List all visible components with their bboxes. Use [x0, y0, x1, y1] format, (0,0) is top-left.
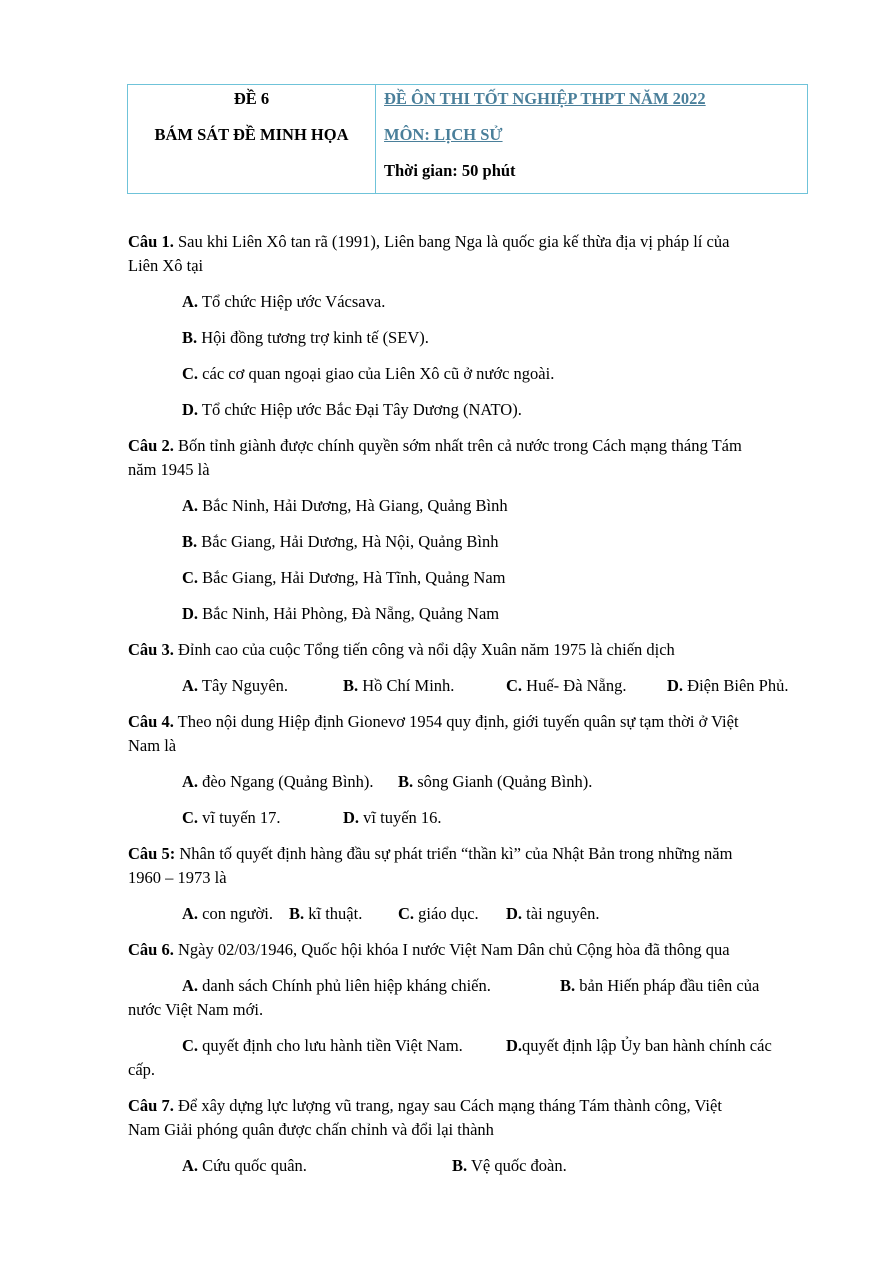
exam-number: ĐỀ 6 — [233, 89, 270, 108]
question-2-label: Câu 2. — [128, 436, 174, 455]
question-1-line-1 — [128, 230, 729, 254]
question-1-text: Sau khi Liên Xô tan rã (1991), Liên bang Nga là quốc gia kế thừa địa vị pháp lí của — [173, 232, 730, 251]
question-6-option-c: C. quyết định cho lưu hành tiền Việt Nam. — [182, 1036, 463, 1055]
question-4-line-2: Nam là — [128, 736, 177, 755]
question-4-text: Theo nội dung Hiệp định Gionevơ 1954 quy định, giới tuyến quân sự tạm thời ở Việt — [173, 712, 739, 731]
question-1-option-a: A. Tổ chức Hiệp ước Vácsava. — [182, 292, 386, 311]
question-2-text: Bốn tỉnh giành được chính quyền sớm nhất trên cả nước trong Cách mạng tháng Tám — [173, 436, 742, 455]
exam-title: ĐỀ ÔN THI TỐT NGHIỆP THPT NĂM 2022 — [384, 89, 706, 108]
question-7-option-a: A. Cứu quốc quân. — [182, 1156, 307, 1175]
exam-subject: MÔN: LỊCH SỬ — [384, 125, 503, 144]
question-7-line-2: Nam Giải phóng quân được chấn chỉnh và đổi lại thành — [128, 1120, 494, 1139]
question-2-line-2: năm 1945 là — [128, 460, 210, 479]
question-2-option-c: C. Bắc Giang, Hải Dương, Hà Tĩnh, Quảng Nam — [182, 568, 506, 587]
question-6-option-b-continued: nước Việt Nam mới. — [128, 1000, 264, 1019]
question-5-option-b: B. kĩ thuật. — [289, 904, 363, 923]
question-2-option-a: A. Bắc Ninh, Hải Dương, Hà Giang, Quảng Bình — [182, 496, 508, 515]
question-5-option-c: C. giáo dục. — [398, 904, 479, 923]
question-4-option-d: D. vĩ tuyến 16. — [343, 808, 442, 827]
question-5-label: Câu 5: — [128, 844, 176, 863]
header-left-cell — [128, 85, 376, 193]
question-6-text: Ngày 02/03/1946, Quốc hội khóa I nước Việt Nam Dân chủ Cộng hòa đã thông qua — [173, 940, 730, 959]
question-6-label: Câu 6. — [128, 940, 174, 959]
question-4-label: Câu 4. — [128, 712, 174, 731]
question-1-line-2: Liên Xô tại — [128, 256, 204, 275]
question-7-option-b: B. Vệ quốc đoàn. — [452, 1156, 567, 1175]
exam-duration: Thời gian: 50 phút — [384, 161, 516, 180]
question-3-text: Đỉnh cao của cuộc Tổng tiến công và nổi dậy Xuân năm 1975 là chiến dịch — [173, 640, 675, 659]
question-3-line-1 — [128, 638, 675, 662]
question-3-option-c: C. Huế- Đà Nẵng. — [506, 676, 627, 695]
question-1-option-c: C. các cơ quan ngoại giao của Liên Xô cũ ở nước ngoài. — [182, 364, 555, 383]
question-4-line-1 — [128, 710, 739, 734]
question-2-line-1 — [128, 434, 742, 458]
question-7-label: Câu 7. — [128, 1096, 174, 1115]
question-4-option-a: A. đèo Ngang (Quảng Bình). — [182, 772, 374, 791]
exam-subtitle: BÁM SÁT ĐỀ MINH HỌA — [154, 125, 349, 144]
question-7-line-1 — [128, 1094, 722, 1118]
exam-header-table — [127, 84, 808, 194]
question-3-option-a: A. Tây Nguyên. — [182, 676, 289, 695]
question-3-option-b: B. Hồ Chí Minh. — [343, 676, 455, 695]
question-7-text: Để xây dựng lực lượng vũ trang, ngay sau Cách mạng tháng Tám thành công, Việt — [173, 1096, 722, 1115]
question-3-option-d: D. Điện Biên Phủ. — [667, 676, 789, 695]
question-4-option-b: B. sông Gianh (Quảng Bình). — [398, 772, 593, 791]
question-6-line-1 — [128, 938, 730, 962]
question-1-label: Câu 1. — [128, 232, 174, 251]
question-3-label: Câu 3. — [128, 640, 174, 659]
question-5-option-a: A. con người. — [182, 904, 273, 923]
question-5-text: Nhân tố quyết định hàng đầu sự phát triển “thần kì” của Nhật Bản trong những năm — [175, 844, 733, 863]
question-5-line-1 — [128, 842, 732, 866]
question-1-option-b: B. Hội đồng tương trợ kinh tế (SEV). — [182, 328, 429, 347]
question-6-option-a: A. danh sách Chính phủ liên hiệp kháng chiến. — [182, 976, 491, 995]
header-right-cell — [376, 85, 807, 193]
question-5-line-2: 1960 – 1973 là — [128, 868, 227, 887]
question-2-option-d: D. Bắc Ninh, Hải Phòng, Đà Nẵng, Quảng Nam — [182, 604, 500, 623]
question-6-option-d-continued: cấp. — [128, 1060, 156, 1079]
question-6-option-b: B. bản Hiến pháp đầu tiên của — [560, 976, 760, 995]
question-1-option-d: D. Tổ chức Hiệp ước Bắc Đại Tây Dương (NATO). — [182, 400, 522, 419]
question-5-option-d: D. tài nguyên. — [506, 904, 600, 923]
question-4-option-c: C. vĩ tuyến 17. — [182, 808, 281, 827]
question-6-option-d: D.quyết định lập Ủy ban hành chính các — [506, 1036, 772, 1055]
question-2-option-b: B. Bắc Giang, Hải Dương, Hà Nội, Quảng Bình — [182, 532, 499, 551]
